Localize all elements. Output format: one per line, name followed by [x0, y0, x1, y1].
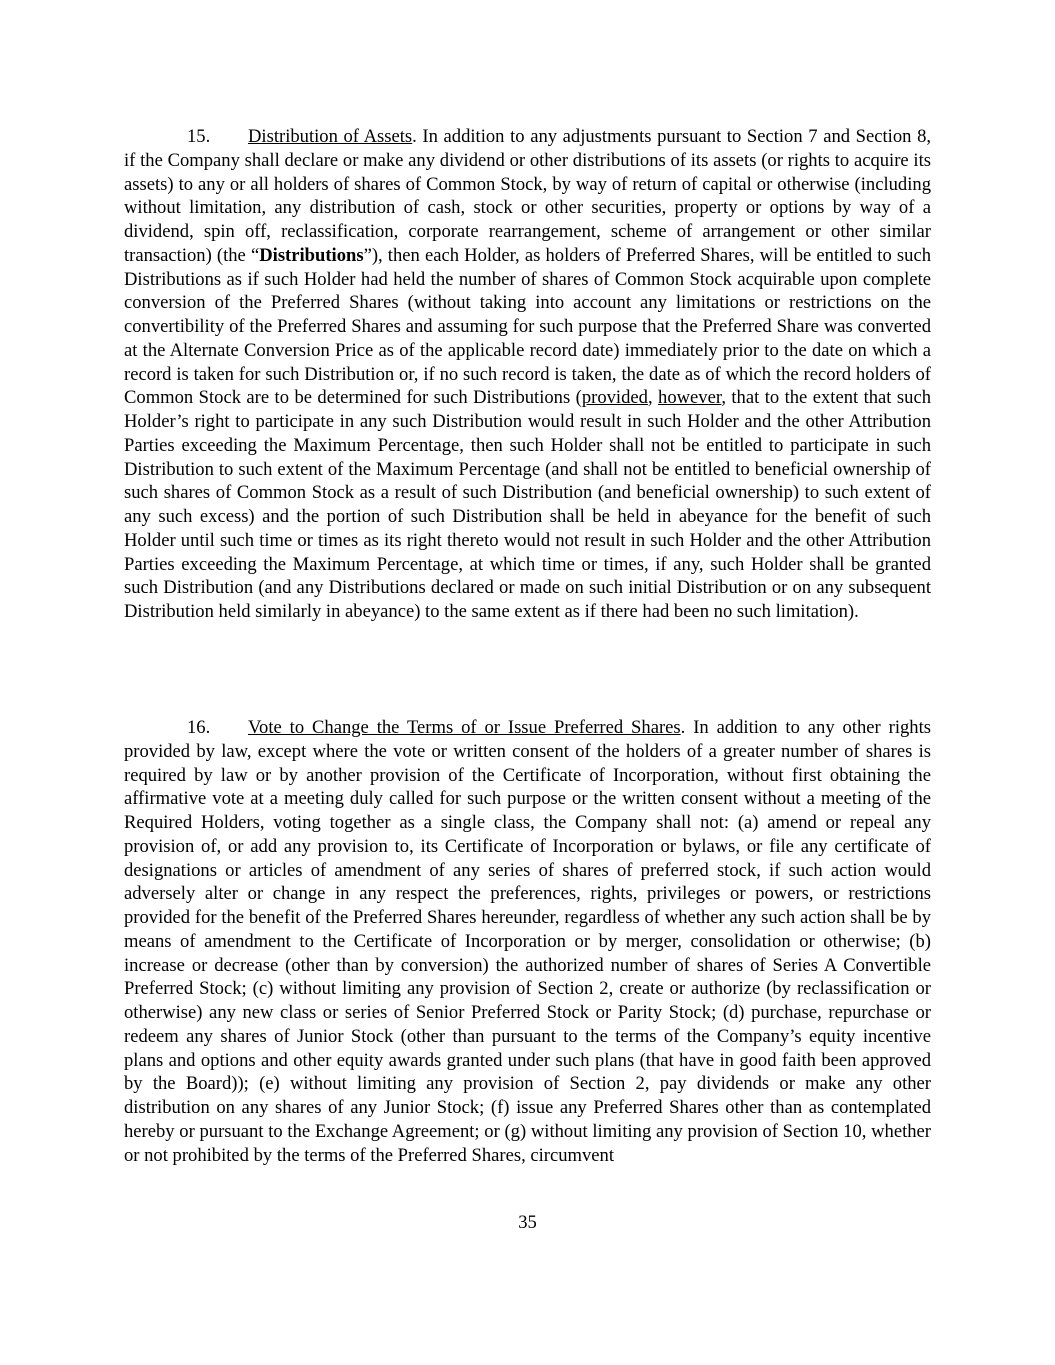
however-term: however — [658, 387, 722, 409]
section-15-text-a: . In addition to any adjustments pursuant to Section 7 and Section 8, if the Company shall declare or make any dividend or other distributions of its assets (or rights to acquire its assets) to any or all holders of shares of Common Stock, by way of return of capital or otherwise (including without limitation, any distribution of cash, stock or other securities, property or options by way of a dividend, spin off, reclassification, corporate rearrangement, scheme of arrangement or other similar transaction) (the “ — [124, 126, 932, 266]
section-15-text-b: ”), then each Holder, as holders of Preferred Shares, will be entitled to such Distributions as if such Holder had held the number of shares of Common Stock acquirable upon complete conversion of the Preferred Shares (without taking into account any limitations or restrictions on the convertibility of the Preferred Shares and assuming for such purpose that the Preferred Share was converted at the Alternate Conversion Price as of the applicable record date) immediately prior to the date on which a record is taken for such Distribution or, if no such record is taken, the date as of which the record holders of Common Stock are to be determined for such Distributions ( — [124, 244, 931, 409]
section-15-paragraph — [124, 125, 931, 624]
section-16-number: 16. — [187, 717, 211, 738]
section-15-heading: Distribution of Assets — [248, 126, 413, 147]
section-16-paragraph — [124, 716, 931, 1167]
provided-comma: , — [647, 387, 659, 409]
section-16-heading: Vote to Change the Terms of or Issue Preferred Shares — [248, 717, 681, 738]
defined-term-distributions: Distributions — [259, 244, 364, 266]
section-15-number: 15. — [187, 126, 211, 147]
page-number: 35 — [518, 1212, 537, 1233]
provided-term: provided — [581, 387, 648, 409]
section-16-text: . In addition to any other rights provided by law, except where the vote or written consent of the holders of a greater number of shares is required by law or by another provision of the Certificate of Incorporation, without first obtaining the affirmative vote at a meeting duly called for such purpose or the written consent without a meeting of the Required Holders, voting together as a single class, the Company shall not: (a) amend or repeal any provision of, or add any provision to, its Certificate of Incorporation or bylaws, or file any certificate of designations or articles of amendment of any series of shares of preferred stock, if such action would adversely alter or change in any respect the preferences, rights, privileges or powers, or restrictions provided for the benefit of the Preferred Shares hereunder, regardless of whether any such action shall be by means of amendment to the Certificate of Incorporation or by merger, consolidation or otherwise; (b) increase or decrease (other than by conversion) the authorized number of shares of Series A Convertible Preferred Stock; (c) without limiting any provision of Section 2, create or authorize (by reclassification or otherwise) any new class or series of Senior Preferred Stock or Parity Stock; (d) purchase, repurchase or redeem any shares of Junior Stock (other than pursuant to the terms of the Company’s equity incentive plans and options and other equity awards granted under such plans (that have in good faith been approved by the Board)); (e) without limiting any provision of Section 2, pay dividends or make any other distribution on any shares of any Junior Stock; (f) issue any Preferred Shares other than as contemplated hereby or pursuant to the Exchange Agreement; or (g) without limiting any provision of Section 10, whether or not prohibited by the terms of the Preferred Shares, circumvent — [124, 717, 931, 1166]
section-15-text-c: , that to the extent that such Holder’s right to participate in any such Distribution would result in such Holder and the other Attribution Parties exceeding the Maximum Percentage, then such Holder shall not be entitled to participate in such Distribution to such extent of the Maximum Percentage (and shall not be entitled to beneficial ownership of such shares of Common Stock as a result of such Distribution (and beneficial ownership) to such extent of any such excess) and the portion of such Distribution shall be held in abeyance for the benefit of such Holder until such time or times as its right thereto would not result in such Holder and the other Attribution Parties exceeding the Maximum Percentage, at which time or times, if any, such Holder shall be granted such Distribution (and any Distributions declared or made on such initial Distribution or on any subsequent Distribution held similarly in abeyance) to the same extent as if there had been no such limitation). — [124, 387, 931, 622]
